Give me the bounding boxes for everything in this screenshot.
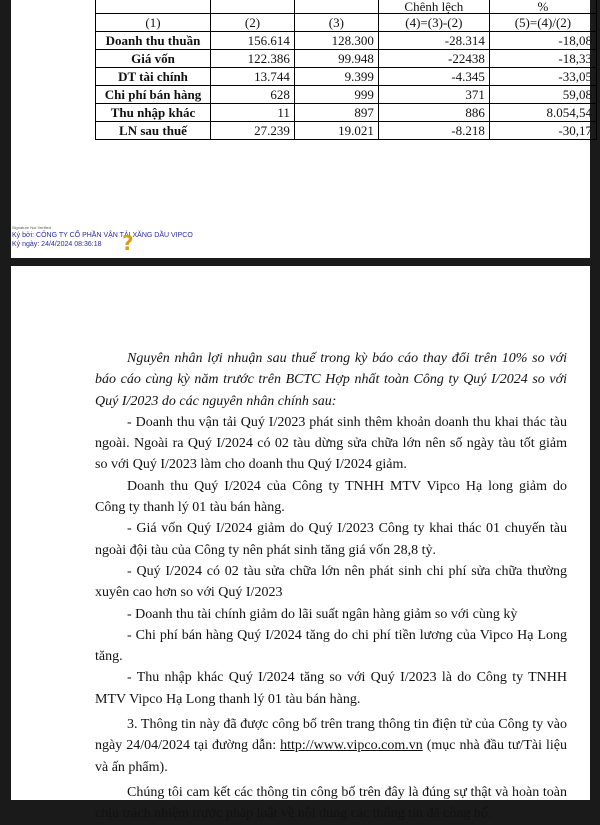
row-label: LN sau thuế bbox=[96, 122, 211, 140]
financial-table bbox=[95, 0, 597, 140]
table-cell: 8.054,54 bbox=[489, 104, 596, 122]
table-cell: 59,08 bbox=[489, 86, 596, 104]
table-header-top-row bbox=[96, 0, 597, 14]
table-cell: -33,05 bbox=[489, 68, 596, 86]
paragraph: - Doanh thu vận tải Quý I/2023 phát sinh thêm khoản doanh thu khai thác tàu ngoài. Ngoài ra Quý I/2024 có 02 tàu dừng sửa chữa lớn nên số ngày tàu tốt giảm so với Quý I/2023 làm cho doanh thu Quý I/2024 giảm. bbox=[95, 414, 567, 473]
diff-header: Chênh lệch bbox=[378, 0, 489, 14]
table-cell bbox=[211, 0, 295, 14]
disclosure-text-end: (mục nhà đầu tư/Tài liệu và ấn phẩm). bbox=[95, 738, 567, 775]
table-cell: 122.386 bbox=[211, 50, 295, 68]
table-row bbox=[96, 86, 597, 104]
table-row bbox=[96, 122, 597, 140]
intro-paragraph: Nguyên nhân lợi nhuận sau thuế trong kỳ báo cáo thay đổi trên 10% so với báo cáo cùng kỳ năm trước trên BCTC Hợp nhất toàn Công ty Quý I/2024 so với Quý I/2023 do các nguyên nhân chính sau: bbox=[95, 351, 567, 409]
table-cell: 156.614 bbox=[211, 32, 295, 50]
table-cell: 371 bbox=[378, 86, 489, 104]
table-row bbox=[96, 32, 597, 50]
table-row bbox=[96, 104, 597, 122]
table-cell: -18,08 bbox=[489, 32, 596, 50]
table-cell: 897 bbox=[294, 104, 378, 122]
pct-header: % bbox=[489, 0, 596, 14]
table-cell: 19.021 bbox=[294, 122, 378, 140]
website-link[interactable]: http://www.vipco.com.vn bbox=[280, 738, 423, 754]
table-cell: 128.300 bbox=[294, 32, 378, 50]
column-header: (4)=(3)-(2) bbox=[378, 14, 489, 32]
table-cell: 999 bbox=[294, 86, 378, 104]
disclosure-text: 3. Thông tin này đã được công bố trên trang thông tin điện tử của Công ty vào ngày 24/04/2024 tại đường dẫn: bbox=[95, 717, 567, 754]
document-body bbox=[95, 348, 567, 825]
signature-date: Ký ngày: 24/4/2024 08:36:18 bbox=[12, 241, 102, 248]
table-cell bbox=[96, 0, 211, 14]
paragraph: - Thu nhập khác Quý I/2024 tăng so với Quý I/2023 là do Công ty TNHH MTV Vipco Hạ Long thanh lý 01 tàu bán hàng. bbox=[95, 670, 567, 707]
table-cell: -18,33 bbox=[489, 50, 596, 68]
table-cell: -22438 bbox=[378, 50, 489, 68]
document-page-1 bbox=[11, 0, 590, 258]
table-cell: 27.239 bbox=[211, 122, 295, 140]
commitment-paragraph: Chúng tôi cam kết các thông tin công bố trên đây là đúng sự thật và hoàn toàn chịu trách nhiệm trước pháp luật về nội dung các thông tin đã công bố. bbox=[95, 784, 567, 822]
paragraph: Doanh thu Quý I/2024 của Công ty TNHH MTV Vipco Hạ long giảm do Công ty thanh lý 01 tàu bán hàng. bbox=[95, 478, 567, 516]
disclosure-paragraph bbox=[95, 714, 567, 778]
row-label: Thu nhập khác bbox=[96, 104, 211, 122]
table-cell: -28.314 bbox=[378, 32, 489, 50]
paragraph: - Giá vốn Quý I/2024 giảm do Quý I/2023 Công ty khai thác 01 chuyến tàu ngoài đội tàu của Công ty nên phát sinh tăng giá vốn 28,8 tỷ. bbox=[95, 521, 567, 558]
signature-status: Signature Not Verified bbox=[12, 225, 51, 230]
column-header: (2) bbox=[211, 14, 295, 32]
table-cell: 11 bbox=[211, 104, 295, 122]
digital-signature bbox=[12, 225, 193, 249]
row-label: Chi phí bán hàng bbox=[96, 86, 211, 104]
table-cell: 9.399 bbox=[294, 68, 378, 86]
row-label: Doanh thu thuần bbox=[96, 32, 211, 50]
row-label: DT tài chính bbox=[96, 68, 211, 86]
signature-signer: Ký bởi: CÔNG TY CỔ PHẦN VẬN TẢI XĂNG DẦU VIPCO bbox=[12, 232, 193, 239]
table-cell bbox=[294, 0, 378, 14]
signature-unverified-icon: ? bbox=[122, 231, 134, 255]
paragraph: - Quý I/2024 có 02 tàu sửa chữa lớn nên phát sinh chi phí sửa chữa thường xuyên cao hơn so với Quý I/2023 bbox=[95, 563, 567, 601]
row-label: Giá vốn bbox=[96, 50, 211, 68]
table-row bbox=[96, 50, 597, 68]
table-cell: 99.948 bbox=[294, 50, 378, 68]
table-cell: 886 bbox=[378, 104, 489, 122]
table-cell: -30,17 bbox=[489, 122, 596, 140]
table-cell: 628 bbox=[211, 86, 295, 104]
column-header: (3) bbox=[294, 14, 378, 32]
column-header: (5)=(4)/(2) bbox=[489, 14, 596, 32]
table-header-row bbox=[96, 14, 597, 32]
table-cell: -4.345 bbox=[378, 68, 489, 86]
table-cell: -8.218 bbox=[378, 122, 489, 140]
paragraph: - Doanh thu tài chính giảm do lãi suất ngân hàng giảm so với cùng kỳ bbox=[127, 606, 518, 622]
table-cell: 13.744 bbox=[211, 68, 295, 86]
document-page-2 bbox=[11, 266, 590, 822]
table-row bbox=[96, 68, 597, 86]
column-header: (1) bbox=[96, 14, 211, 32]
paragraph: - Chi phí bán hàng Quý I/2024 tăng do chi phí tiền lương của Vipco Hạ Long tăng. bbox=[95, 627, 567, 665]
